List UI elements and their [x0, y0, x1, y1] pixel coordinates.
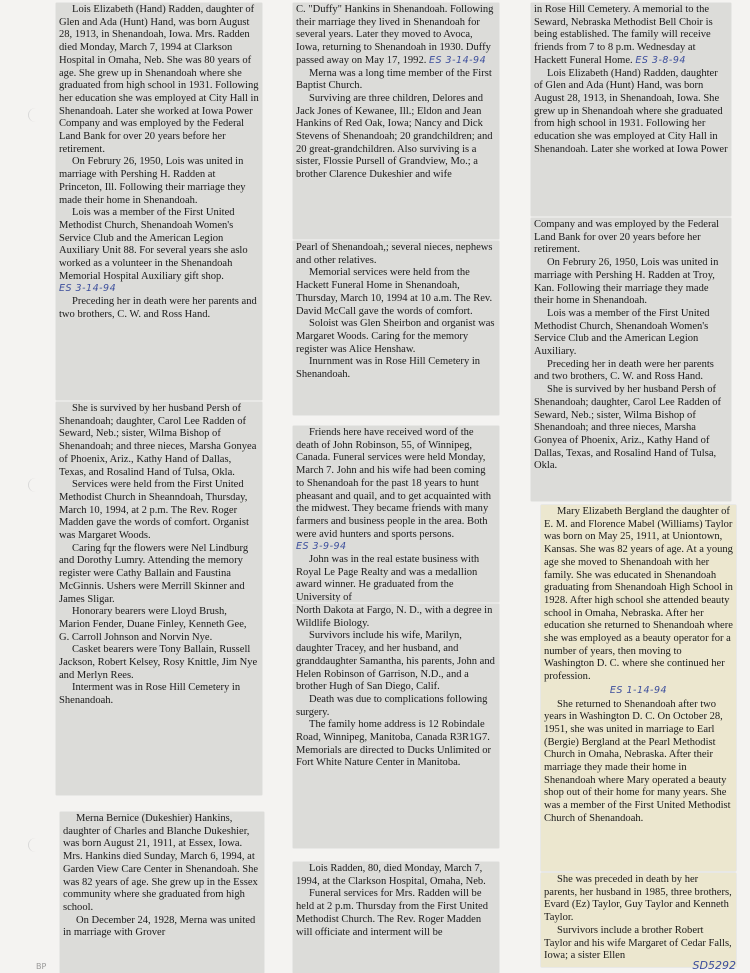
binder-hole: [28, 478, 43, 492]
paragraph: On Februry 26, 1950, Lois was united in marriage with Pershing H. Radden at Troy, Kan. Following their marriage they made their home in Shenandoah.: [534, 257, 719, 307]
binder-hole: [28, 838, 43, 852]
paragraph-text: Lois was a member of the First United Methodist Church, Shenandoah Women's Service Club and the American Legion Auxiliary Unit 88. For several years she aslo worked as a volunteer in the Shenandoah Memorial Hospital Auxiliary gift shop.: [59, 207, 248, 282]
clipping-mary-bergland-continued: [541, 873, 736, 967]
page-number: SD5292: [692, 959, 736, 972]
paragraph: The family home address is 12 Robindale Road, Winnipeg, Manitoba, Canada R3R1G7. Memorials are directed to Ducks Unlimited or Fort White Nature Center in Manitoba.: [296, 719, 492, 769]
paragraph: Lois Elizabeth (Hand) Radden, daughter of Glen and Ada (Hunt) Hand, was born August 28, 1913, in Shenandoah, Iowa. She grew up in Shenandoah where she graduated from high school in 1931. Following her education she was employed at City Hall in Shenandoah. Later she worked at Iowa Power: [534, 67, 728, 155]
paragraph-text: C. "Duffy" Hankins in Shenandoah. Following their marriage they lived in Shenandoah for several years. Later they moved to Avoca, Iowa, returning to Shenandoah in 1930. Duffy passed away on May 17, 1992.: [296, 4, 494, 66]
paragraph: [296, 427, 496, 554]
paragraph: Survivors include his wife, Marilyn, daughter Tracey, and her husband, and granddaughter Samantha, his parents, John and Helen Robinson of Garrison, N.D., and a brother Hugh of San Diego, Calif.: [296, 630, 495, 693]
clipping-lois-radden-second-obituary: [531, 3, 731, 216]
clipping-john-robinson-obituary: [293, 426, 499, 602]
handwritten-date-note: ES 3-14-94: [429, 54, 487, 66]
paragraph: Lois Elizabeth (Hand) Radden, daughter of Glen and Ada (Hunt) Hand, was born August 28, 1913, in Shenandoah, Iowa. Mrs. Radden died Monday, March 7, 1994 at Clarkson Hospital in Omaha, Neb. She was 80 years of age. She grew up in Shenandoah where she graduated from high school in 1931. Following her education she was employed at City Hall in Shenandoah. Later she worked at Iowa Power Company and was employed by the Federal Land Bank for over 20 years before her retirement.: [59, 4, 259, 155]
paragraph: Inurnment was in Rose Hill Cemetery in Shenandoah.: [296, 356, 481, 381]
clipping-lois-radden-funeral-notice: [293, 862, 499, 973]
handwritten-date-note: ES 3-9-94: [296, 541, 347, 553]
paragraph: On December 24, 1928, Merna was united in marriage with Grover: [63, 914, 256, 939]
paragraph: She is survived by her husband Persh of Shenandoah; daughter, Carol Lee Radden of Seward, Neb.; sister, Wilma Bishop of Shenandoah; and three nieces, Marsha Gonyea of Phoenix, Ariz., Kathy Hand of Dallas, Texas, and Rosalind Hand of Tulsa, Okla.: [534, 384, 722, 472]
paragraph: Surviving are three children, Delores and Jack Jones of Kewanee, Ill.; Eldon and Jean Hankins of Red Oak, Iowa; Nancy and Dick Stevens of Shenandoah; 20 grandchildren; and 20 great-grandchildren. Also surviving is a sister, Flossie Pursell of Grandview, Mo.; a brother Clarence Dukeshier and wife: [296, 92, 493, 181]
margin-note: BP: [36, 962, 47, 971]
paragraph: Survivors include a brother Robert Taylor and his wife Margaret of Cedar Falls, Iowa; a sister Ellen: [544, 924, 732, 962]
paragraph: Death was due to complications following surgery.: [296, 693, 488, 718]
paragraph: [534, 4, 728, 68]
paragraph: Preceding her in death were her parents and two brothers, C. W. and Ross Hand.: [534, 358, 714, 383]
paragraph: Memorial services were held from the Hackett Funeral Home in Shenandoah, Thursday, March 10, 1994 at 10 a.m. The Rev. David McCall gave the words of comfort.: [296, 267, 493, 317]
paragraph: Casket bearers were Tony Ballain, Russell Jackson, Robert Kelsey, Rosy Knittle, Jim Nye and Merlyn Rees.: [59, 644, 258, 681]
clipping-mary-bergland-obituary: [541, 505, 736, 871]
paragraph: Merna was a long time member of the First Baptist Church.: [296, 67, 492, 92]
clipping-merna-hankins-services: [293, 241, 499, 415]
paragraph: North Dakota at Fargo, N. D., with a degree in Wildlife Biology.: [296, 605, 493, 629]
paragraph: She was preceded in death by her parents, her husband in 1985, three brothers, Evard (Ez) Taylor, Guy Taylor and Kenneth Taylor.: [544, 874, 732, 924]
paragraph: Company and was employed by the Federal Land Bank for over 20 years before her retirement.: [534, 219, 720, 256]
paragraph: Merna Bernice (Dukeshier) Hankins, daughter of Charles and Blanche Dukeshier, was born August 21, 1911, at Essex, Iowa. Mrs. Hankins died Sunday, March 6, 1994, at Garden View Care Center in Shenandoah. She was 82 years of age. She grew up in the Essex community where she graduated from high school.: [63, 813, 259, 913]
paragraph: Soloist was Glen Sheirbon and organist was Margaret Woods. Caring for the memory register was Alice Henshaw.: [296, 318, 495, 355]
paragraph-text: in Rose Hill Cemetery. A memorial to the Seward, Nebraska Methodist Bell Choir is being established. The family will receive friends from 7 to 8 p.m. Wednesday at Hackett Funeral Home.: [534, 4, 713, 66]
clipping-john-robinson-continued: [293, 604, 499, 848]
handwritten-date-note: ES 3-14-94: [59, 283, 117, 295]
binder-hole: [28, 108, 43, 122]
paragraph: [296, 4, 496, 68]
paragraph: John was in the real estate business with Royal Le Page Realty and was a medallion award winner. He graduated from the University of: [296, 554, 480, 602]
paragraph: Preceding her in death were her parents and two brothers, C. W. and Ross Hand.: [59, 296, 257, 320]
handwritten-date-note: ES 1-14-94: [609, 684, 668, 696]
paragraph: On Februry 26, 1950, Lois was united in marriage with Pershing H. Radden at Princeton, Ill. Following their marriage they made their home in Shenandoah.: [59, 156, 246, 206]
paragraph: Mary Elizabeth Bergland the daughter of E. M. and Florence Mabel (Williams) Taylor was born on May 25, 1911, at Uniontown, Kansas. She was 82 years of age. At a young age she moved to Shenandoah with her family. She was educated in Shenandoah graduating from Shenandoah High School in 1928. After high school she attended beauty school in Omaha, Nebraska. After her education she returned to Shenandoah where she was employed as a beauty operator for a number of years, then moving to Washington D. C. where she continued her profession.: [544, 506, 733, 683]
paragraph: Lois Radden, 80, died Monday, March 7, 1994, at the Clarkson Hospital, Omaha, Neb.: [296, 863, 486, 887]
paragraph: Interment was in Rose Hill Cemetery in Shenandoah.: [59, 682, 241, 707]
paragraph-text: Friends here have received word of the death of John Robinson, 55, of Winnipeg, Canada. Funeral services were held Monday, March 7. John and his wife had been coming to Shenandoah for the past 18 years to hunt pheasant and quail, and to get acquainted with the midwest. They became friends with many farmers and business people in the area. Both were avid hunters and sports persons.: [296, 427, 492, 540]
paragraph: Pearl of Shenandoah,; several nieces, nephews and other relatives.: [296, 242, 493, 266]
clipping-lois-radden-second-continued: [531, 218, 731, 501]
handwritten-date-note: ES 3-8-94: [635, 54, 686, 66]
clipping-merna-hankins-obituary: [60, 812, 264, 973]
clipping-lois-radden-obituary-continued: [56, 402, 262, 795]
paragraph: Caring fqr the flowers were Nel Lindburg and Dorothy Lumry. Attending the memory register were Cathy Ballain and Faustina McGinnis. Ushers were Merrill Skinner and James Sligar.: [59, 542, 249, 605]
clipping-merna-hankins-continued: [293, 3, 499, 239]
paragraph: [59, 207, 259, 296]
paragraph: She returned to Shenandoah after two years in Washington D. C. On October 28, 1951, she was united in marriage to Earl (Bergie) Bergland at the Pearl Methodist Church in Omaha, Nebraska. After their marriage they made their home in Shenandoah where Mary operated a beauty shop out of their home for many years. She was a member of the First United Methodist Church of Shenandoah.: [544, 698, 731, 824]
paragraph: Services were held from the First United Methodist Church in Sheanndoah, Thursday, March 10, 1994, at 2 p.m. The Rev. Roger Madden gave the words of comfort. Organist was Margaret Woods.: [59, 479, 249, 542]
clipping-lois-radden-obituary: [56, 3, 262, 400]
paragraph: Honorary bearers were Lloyd Brush, Marion Fender, Duane Finley, Kenneth Gee, G. Carroll Johnson and Norvin Nye.: [59, 606, 247, 643]
paragraph: Lois was a member of the First United Methodist Church, Shenandoah Women's Service Club and the American Legion Auxiliary.: [534, 307, 710, 358]
paragraph: Funeral services for Mrs. Radden will be held at 2 p.m. Thursday from the First United Methodist Church. The Rev. Roger Madden will officiate and interment will be: [296, 888, 488, 938]
paragraph: She is survived by her husband Persh of Shenandoah; daughter, Carol Lee Radden of Seward, Neb.; sister, Wilma Bishop of Shenandoah; and three nieces, Marsha Gonyea of Phoenix, Ariz., Kathy Hand of Dallas, Texas, and Rosalind Hand of Tulsa, Okla.: [59, 403, 257, 478]
